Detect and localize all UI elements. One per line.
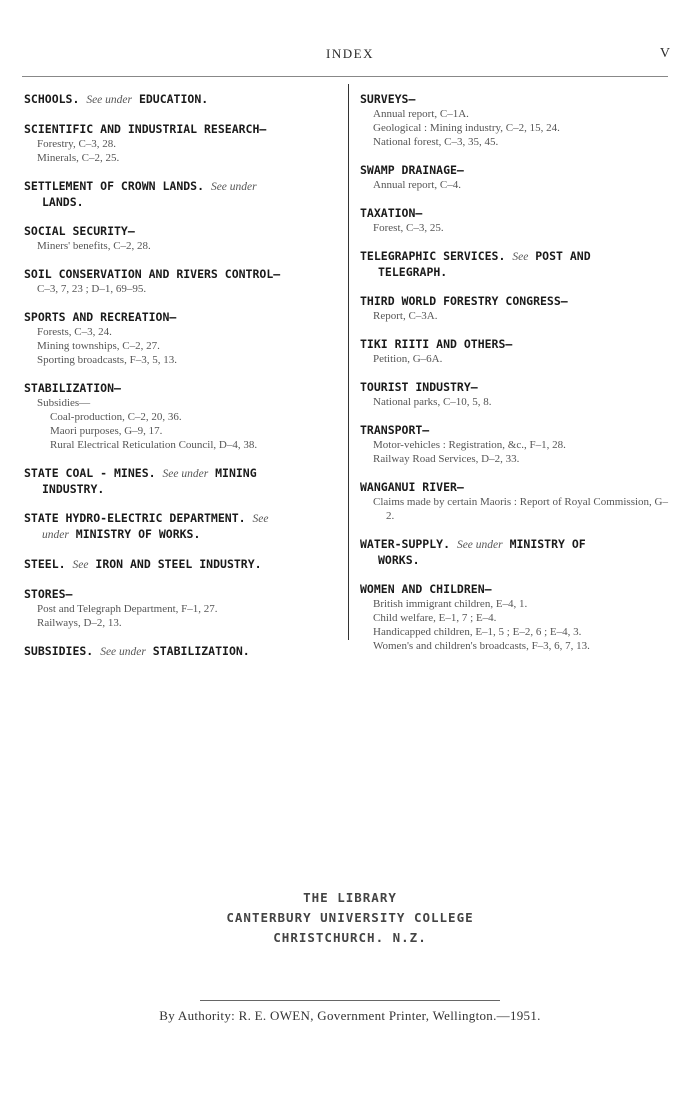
entry-heading: THIRD WORLD FORESTRY CONGRESS—	[360, 294, 568, 308]
stamp-line: THE LIBRARY	[303, 890, 397, 905]
entry-heading: TRANSPORT—	[360, 423, 430, 437]
cross-reference: IRON AND STEEL INDUSTRY.	[95, 557, 262, 571]
index-entry-third-world-forestry	[360, 294, 668, 323]
cross-reference: LANDS.	[42, 195, 84, 209]
entry-heading: TIKI RIITI AND OTHERS—	[360, 337, 513, 351]
index-entry-tiki-riiti	[360, 337, 668, 366]
index-entry-scientific	[24, 122, 340, 165]
entry-heading: SCHOOLS. See under EDUCATION.	[24, 92, 209, 106]
sub-entry: Women's and children's broadcasts, F–3, 6, 7, 13.	[373, 640, 590, 652]
sub-entry: Annual report, C–4.	[373, 179, 461, 191]
cross-reference: MINING	[215, 466, 257, 480]
sub-entry: Forest, C–3, 25.	[373, 222, 444, 234]
entry-heading: SWAMP DRAINAGE—	[360, 163, 464, 177]
entry-heading: SETTLEMENT OF CROWN LANDS. See under LANDS.	[24, 179, 340, 210]
index-entry-sports	[24, 310, 340, 367]
sub-entry: Subsidies—	[37, 397, 91, 409]
header-rule	[22, 76, 668, 77]
sub-sub-entry: Rural Electrical Reticulation Council, D–4, 38.	[50, 439, 258, 451]
see-reference-label: under	[42, 529, 69, 541]
index-entry-transport	[360, 423, 668, 466]
index-entry-stores	[24, 587, 340, 630]
index-entry-women-children	[360, 582, 668, 653]
sub-entry: Annual report, C–1A.	[373, 108, 469, 120]
sub-sub-entry: Maori purposes, G–9, 17.	[50, 425, 163, 437]
see-reference-label: See	[512, 251, 529, 263]
index-right-column	[360, 92, 668, 667]
index-entry-state-hydro	[24, 511, 340, 543]
index-entry-swamp-drainage	[360, 163, 668, 192]
entry-heading: TAXATION—	[360, 206, 423, 220]
entry-heading: TELEGRAPHIC SERVICES. See POST AND TELEGRAPH.	[360, 249, 668, 280]
entry-heading: WOMEN AND CHILDREN—	[360, 582, 492, 596]
entry-heading: SUBSIDIES. See under STABILIZATION.	[24, 644, 250, 658]
sub-entry: Sporting broadcasts, F–3, 5, 13.	[37, 354, 177, 366]
index-entry-tourist-industry	[360, 380, 668, 409]
sub-entry: Railway Road Services, D–2, 33.	[373, 453, 520, 465]
sub-entry: Forestry, C–3, 28.	[37, 138, 117, 150]
entry-heading: STABILIZATION—	[24, 381, 121, 395]
cross-reference: POST AND	[535, 249, 591, 263]
page-number: V	[659, 46, 670, 61]
index-entry-wanganui-river	[360, 480, 668, 523]
sub-entry: Handicapped children, E–1, 5 ; E–2, 6 ; E–4, 3.	[373, 626, 582, 638]
see-reference-label: See under	[100, 646, 146, 658]
sub-entry: Motor-vehicles : Registration, &c., F–1, 28.	[373, 439, 566, 451]
see-reference-label: See under	[162, 468, 209, 480]
see-reference-label: See under	[86, 94, 132, 106]
sub-entry: National parks, C–10, 5, 8.	[373, 396, 492, 408]
cross-reference: STABILIZATION.	[152, 644, 250, 658]
page-header	[0, 46, 700, 70]
sub-entry: Report, C–3A.	[373, 310, 438, 322]
see-reference-label: See under	[210, 181, 257, 193]
cross-reference: WORKS.	[378, 553, 420, 567]
cross-reference: MINISTRY OF	[509, 537, 586, 551]
index-entry-schools	[24, 92, 340, 108]
entry-heading: STEEL. See IRON AND STEEL INDUSTRY.	[24, 557, 262, 571]
entry-heading: STATE COAL - MINES. See under MINING INDUSTRY.	[24, 466, 340, 497]
entry-heading: SOIL CONSERVATION AND RIVERS CONTROL—	[24, 267, 281, 281]
page-title: INDEX	[326, 46, 374, 61]
index-entry-subsidies	[24, 644, 340, 660]
sub-entry: Claims made by certain Maoris : Report of Royal Commission, G–2.	[373, 496, 668, 522]
cross-reference: TELEGRAPH.	[378, 265, 448, 279]
index-entry-surveys	[360, 92, 668, 149]
library-stamp	[0, 888, 700, 948]
sub-entry: Child welfare, E–1, 7 ; E–4.	[373, 612, 497, 624]
footer-rule	[200, 1000, 500, 1001]
sub-entry: Miners' benefits, C–2, 28.	[37, 240, 151, 252]
stamp-line: CANTERBURY UNIVERSITY COLLEGE	[226, 910, 474, 925]
sub-entry: National forest, C–3, 35, 45.	[373, 136, 499, 148]
entry-heading: SOCIAL SECURITY—	[24, 224, 135, 238]
entry-heading: WATER-SUPPLY. See under MINISTRY OF WORKS.	[360, 537, 668, 568]
index-left-column	[24, 92, 340, 674]
sub-entry: Geological : Mining industry, C–2, 15, 24.	[373, 122, 560, 134]
entry-heading: SURVEYS—	[360, 92, 416, 106]
sub-entry: British immigrant children, E–4, 1.	[373, 598, 528, 610]
index-entry-state-coal-mines	[24, 466, 340, 497]
sub-entry: Minerals, C–2, 25.	[37, 152, 120, 164]
entry-heading: SCIENTIFIC AND INDUSTRIAL RESEARCH—	[24, 122, 267, 136]
entry-heading: WANGANUI RIVER—	[360, 480, 464, 494]
sub-entry: Railways, D–2, 13.	[37, 617, 122, 629]
entry-heading: TOURIST INDUSTRY—	[360, 380, 478, 394]
cross-reference: INDUSTRY.	[42, 482, 105, 496]
sub-entry: Forests, C–3, 24.	[37, 326, 112, 338]
entry-heading: STATE HYDRO-ELECTRIC DEPARTMENT. See under MINISTRY OF WORKS.	[24, 511, 269, 541]
column-divider	[348, 84, 349, 640]
entry-heading: SPORTS AND RECREATION—	[24, 310, 177, 324]
sub-entry: Mining townships, C–2, 27.	[37, 340, 160, 352]
index-entry-stabilization	[24, 381, 340, 452]
index-entry-soil	[24, 267, 340, 296]
index-entry-water-supply	[360, 537, 668, 568]
sub-sub-entry: Coal-production, C–2, 20, 36.	[50, 411, 182, 423]
sub-entry: Post and Telegraph Department, F–1, 27.	[37, 603, 218, 615]
sub-entry: C–3, 7, 23 ; D–1, 69–95.	[37, 283, 147, 295]
index-entry-social-security	[24, 224, 340, 253]
cross-reference: EDUCATION.	[138, 92, 209, 106]
see-reference-label: See under	[456, 539, 503, 551]
index-entry-telegraphic	[360, 249, 668, 280]
see-reference-label: See	[252, 513, 269, 525]
index-entry-settlement	[24, 179, 340, 210]
cross-reference: MINISTRY OF WORKS.	[75, 527, 201, 541]
index-entry-steel	[24, 557, 340, 573]
sub-entry: Petition, G–6A.	[373, 353, 443, 365]
see-reference-label: See	[72, 559, 89, 571]
printer-imprint: By Authority: R. E. OWEN, Government Printer, Wellington.—1951.	[159, 1008, 541, 1023]
stamp-line: CHRISTCHURCH. N.Z.	[273, 930, 427, 945]
entry-heading: STORES—	[24, 587, 73, 601]
index-entry-taxation	[360, 206, 668, 235]
